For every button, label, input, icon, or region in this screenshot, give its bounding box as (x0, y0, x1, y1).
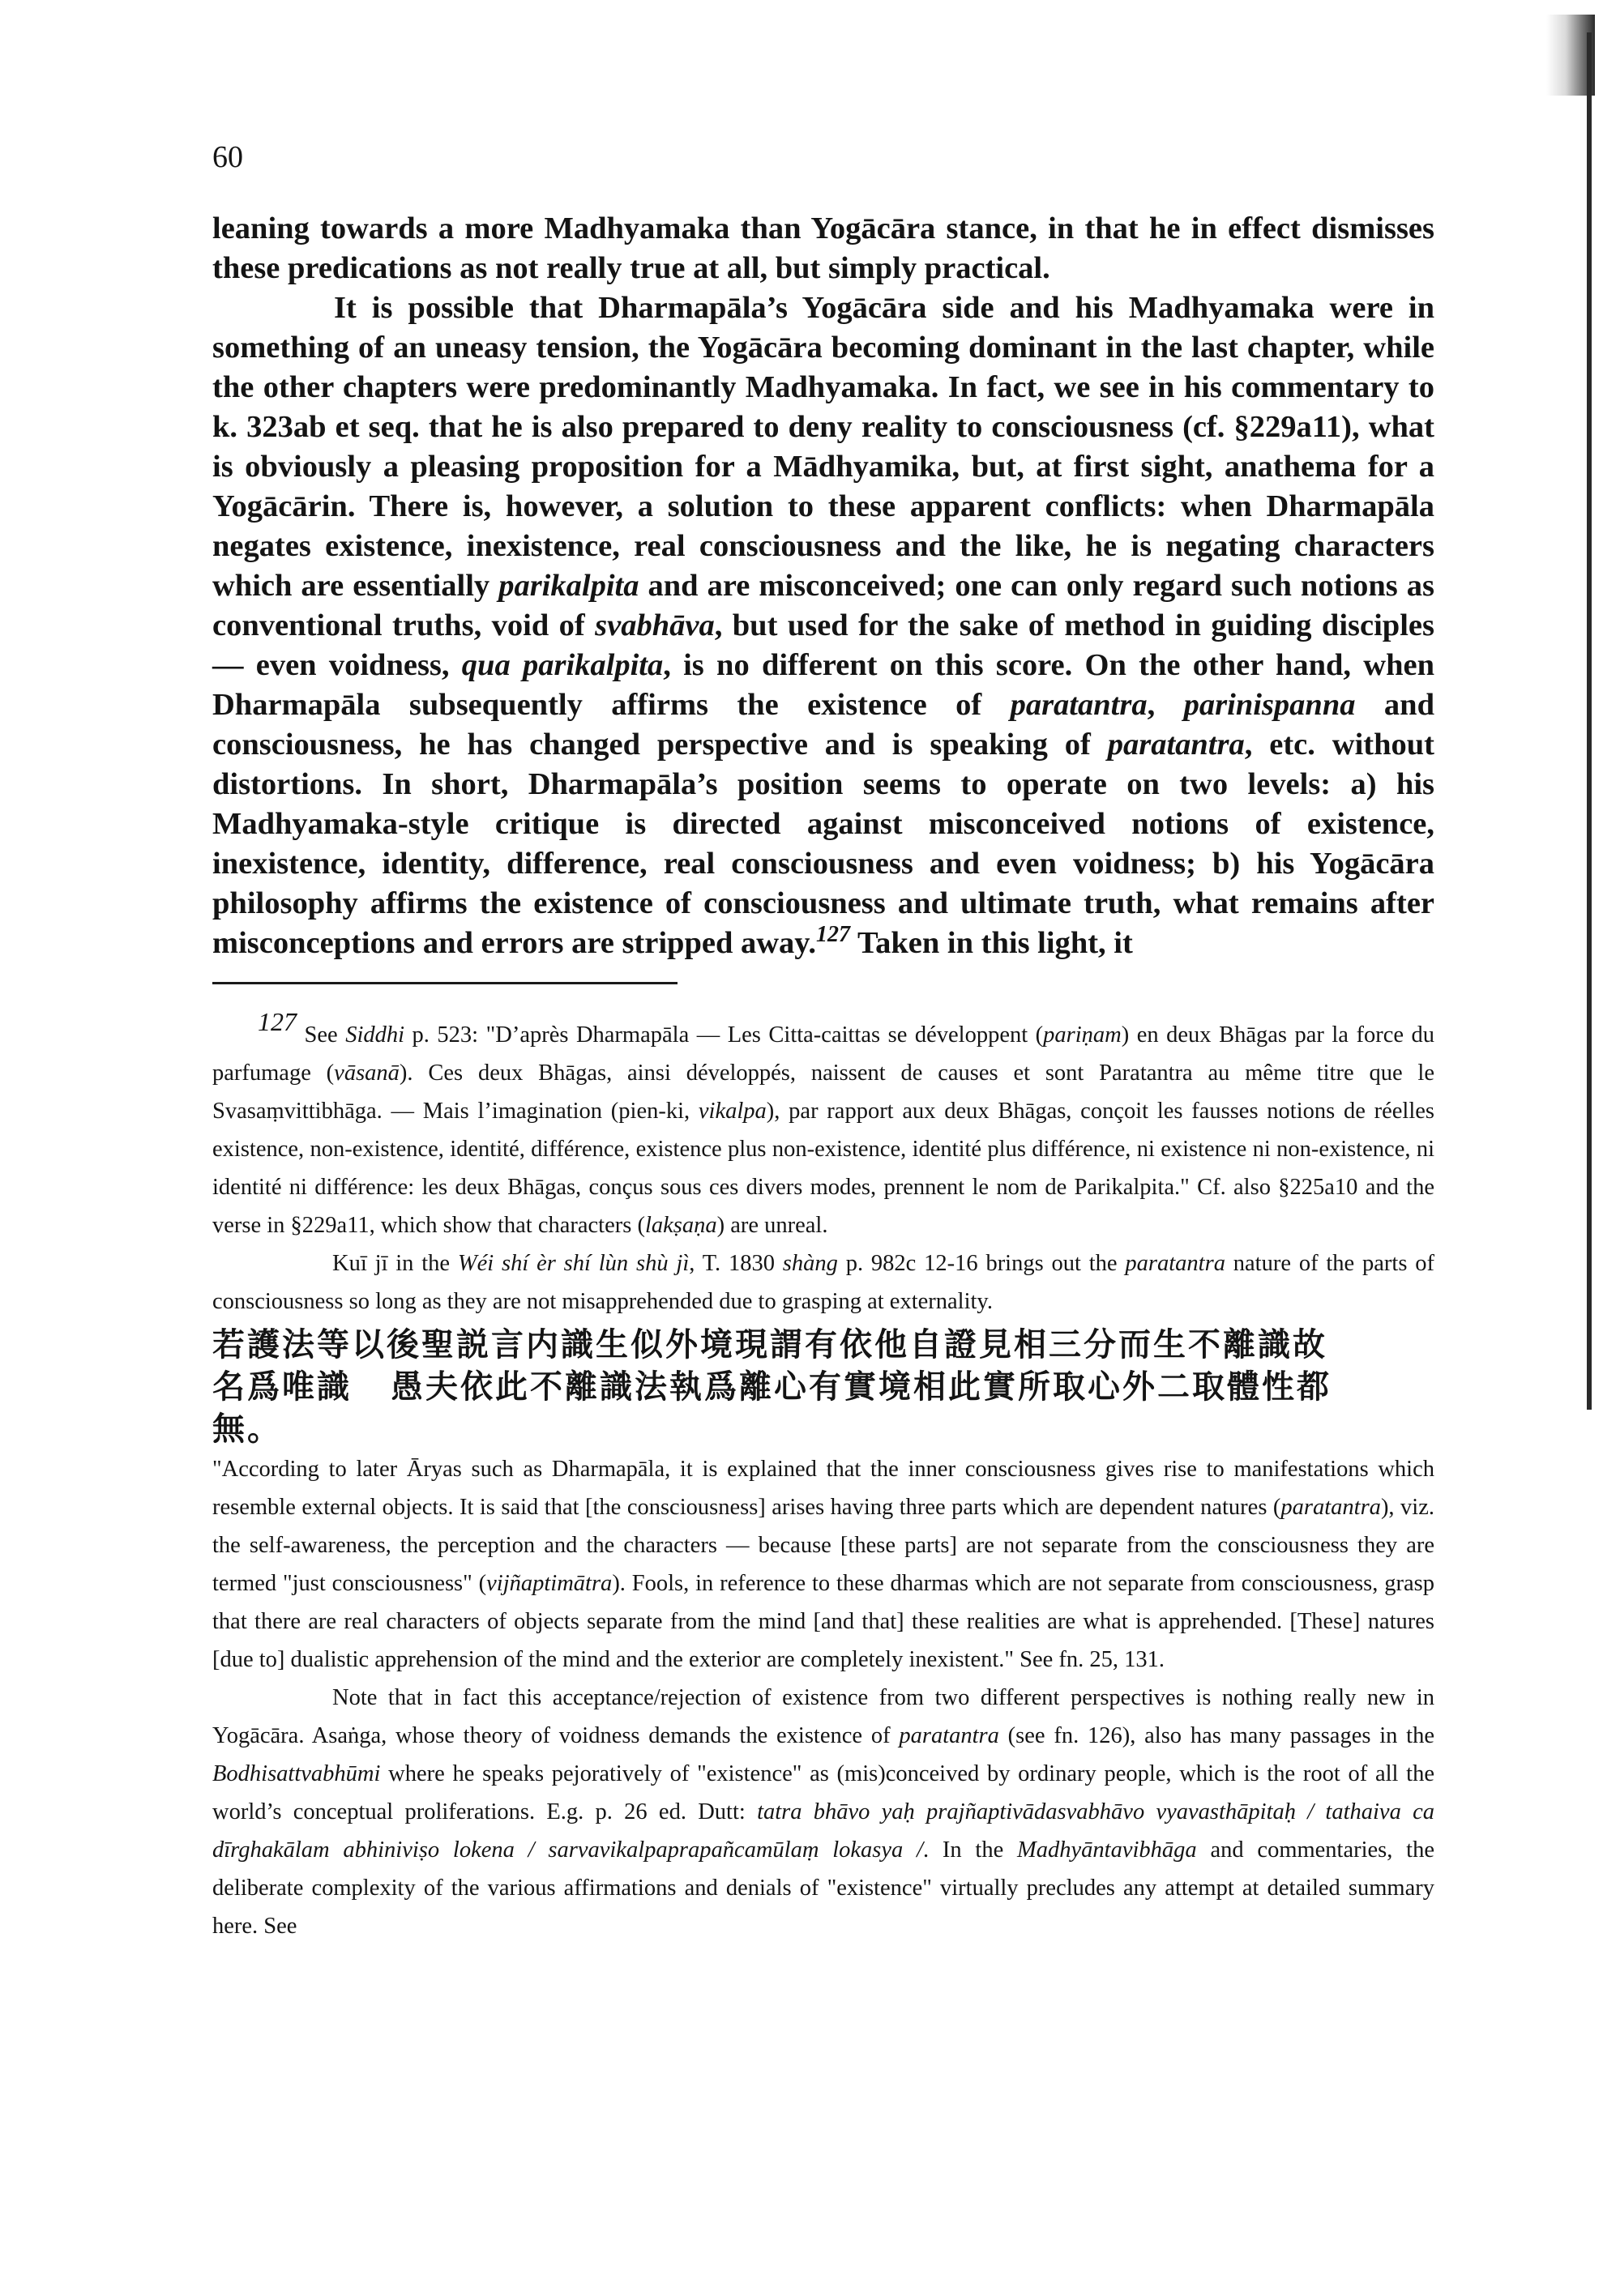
paragraph-2: It is possible that Dharmapāla’s Yogācāra side and his Madhyamaka were in something of an uneasy tension, the Yogācāra becoming dominant in the last chapter, while the other chapters were predominantly Madhyamaka. In fact, we see in his commentary to k. 323ab et seq. that he is also prepared to deny reality to consciousness (cf. §229a11), what is obviously a pleasing proposition for a Mādhyamika, but, at first sight, anathema for a Yogācārin. There is, however, a solution to these apparent conflicts: when Dharmapāla negates existence, inexistence, real consciousness and the like, he is negating characters which are essentially parikalpita and are misconceived; one can only regard such notions as conventional truths, void of svabhāva, but used for the sake of method in guiding disciples — even voidness, qua parikalpita, is no different on this score. On the other hand, when Dharmapāla subsequently affirms the existence of paratantra, parinispanna and consciousness, he has changed perspective and is speaking of paratantra, etc. without distortions. In short, Dharmapāla’s position seems to operate on two levels: a) his Madhyamaka-style critique is directed against misconceived notions of existence, inexistence, identity, difference, real consciousness and even voidness; b) his Yogācāra philosophy affirms the existence of consciousness and ultimate truth, what remains after misconceptions and errors are stripped away.$^{127}$ Taken in this light, it (212, 291, 1435, 960)
footnote-ref[interactable]: 127 (816, 922, 851, 947)
term-svabhava: svabhāva (595, 608, 715, 642)
chinese-quotation (212, 1324, 1434, 1450)
paragraph-1: leaning towards a more Madhyamaka than Yogācāra stance, in that he in effect dismisses these predications as not really true at all, but simply practical. (212, 211, 1434, 285)
term-qua-parikalpita: qua parikalpita (461, 648, 664, 682)
chinese-line-3: 無。 (212, 1410, 282, 1448)
page-number: 60 (212, 140, 243, 174)
term-paratantra: paratantra (1107, 728, 1245, 762)
term-paratantra: paratantra (1010, 688, 1148, 722)
footnote-number: 127 (258, 1007, 297, 1036)
term-parinispanna: parinispanna (1183, 688, 1356, 722)
term-parikalpita: parikalpita (498, 569, 639, 603)
footnote-paragraph-kui-ji: Kuī jī in the Wéi shí èr shí lùn shù jì, T. 1830 shàng p. 982c 12-16 brings out the paratantra nature of the parts of consciousness so long as they are not misapprehended due to grasping at externality. (212, 1251, 1434, 1314)
footnote-127: 127 See Siddhi p. 523: "D’après Dharmapāla — Les Citta-caittas se développent (pariṇam) en deux Bhāgas par la force du parfumage (vāsanā). Ces deux Bhāgas, ainsi développés, naissent de causes et sont Paratantra au même titre que le Svasaṃvittibhāga. — Mais l’imagination (pien-ki, vikalpa), par rapport aux deux Bhāgas, conçoit les fausses notions de réelles existence, non-existence, identité, différence, existence plus non-existence, identité plus différence, ni existence ni non-existence, ni identité ni différence: les deux Bhāgas, conçus sous ces divers modes, prennent le nom de Parikalpita." Cf. also §225a10 and the verse in §229a11, which show that characters (lakṣaṇa) are unreal. (212, 1007, 1435, 1238)
footnote-paragraph-asanga: Note that in fact this acceptance/rejection of existence from two different perspectives is nothing really new in Yogācāra. Asaṅga, whose theory of voidness demands the existence of paratantra (see fn. 126), also has many passages in the Bodhisattvabhūmi where he speaks pejoratively of "existence" as (mis)conceived by ordinary people, which is the root of all the world’s conceptual proliferations. E.g. p. 26 ed. Dutt: tatra bhāvo yaḥ prajñaptivādasvabhāvo vyavasthāpitaḥ / tathaiva ca dīrghakālam abhiniviṣo lokena / sarvavikalpaprapañcamūlaṃ lokasya /. In the Madhyāntavibhāga and commentaries, the deliberate complexity of the various affirmations and denials of "existence" virtually precludes any attempt at detailed summary here. See (212, 1685, 1435, 1939)
chinese-line-1: 若護法等以後聖説言内識生似外境現謂有依他自證見相三分而生不離識故 (212, 1326, 1327, 1364)
page-edge (1587, 32, 1592, 1410)
main-text (212, 209, 1434, 966)
footnotes (212, 1007, 1435, 1945)
footnote-paragraph-translation: "According to later Āryas such as Dharmapāla, it is explained that the inner consciousness gives rise to manifestations which resemble external objects. It is said that [the consciousness] arises having three parts which are dependent natures (paratantra), viz. the self-awareness, the perception and the characters — because [these parts] are not separate from the consciousness they are termed "just consciousness" (vijñaptimātra). Fools, in reference to these dharmas which are not separate from consciousness, grasp that there are real characters of objects separate from the mind [and that] these realities are what is apprehended. [These] natures [due to] dualistic apprehension of the mind and the exterior are completely inexistent." See fn. 25, 131. (212, 1457, 1434, 1672)
chinese-line-2: 名爲唯識 愚夫依此不離識法執爲離心有實境相此實所取心外二取體性都 (212, 1368, 1332, 1406)
footnote-divider (212, 982, 678, 984)
